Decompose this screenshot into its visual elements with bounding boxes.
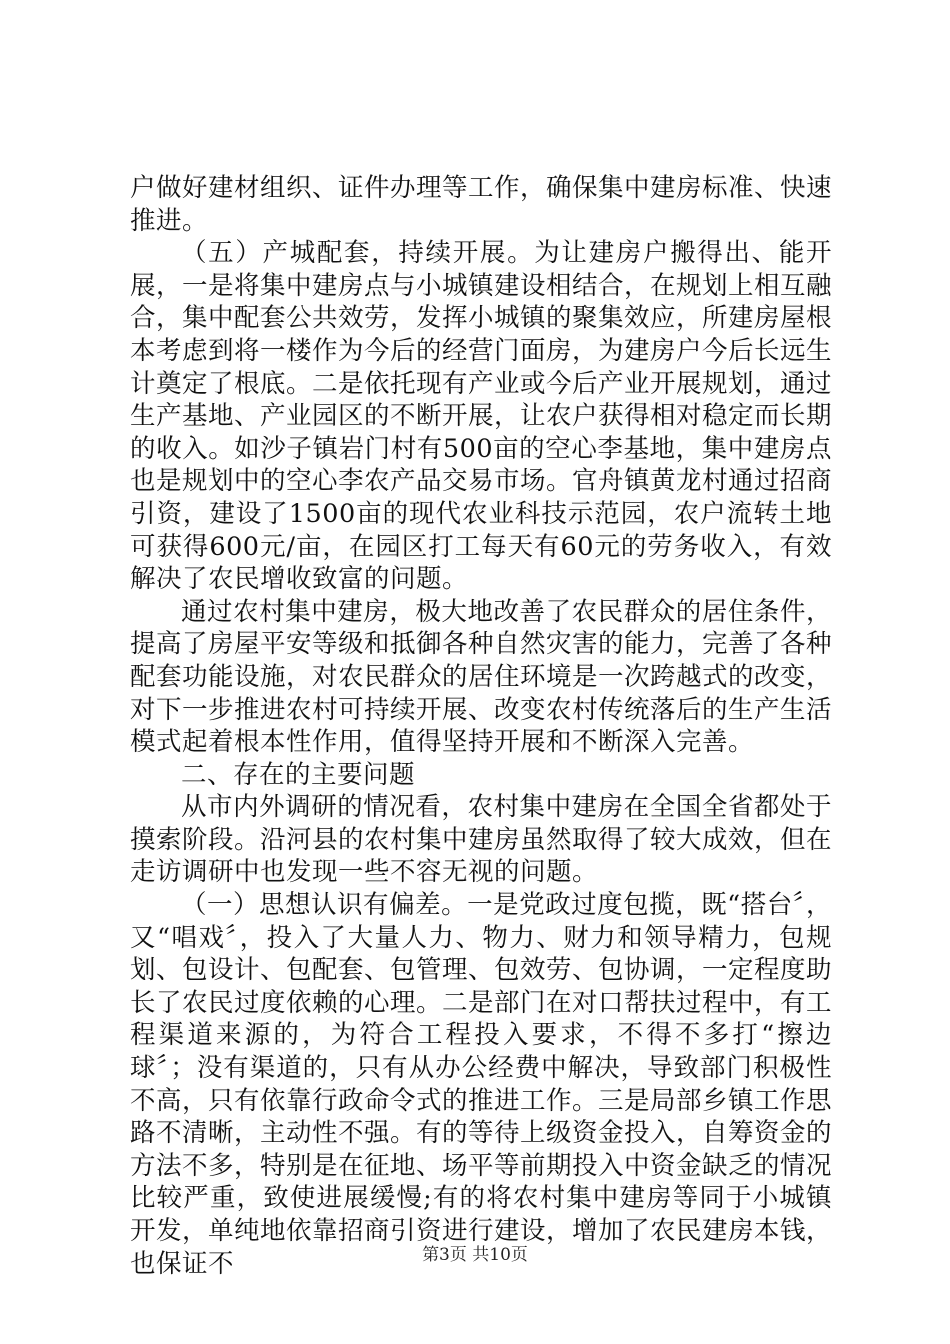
document-body [130, 172, 832, 1280]
paragraph-section-five: （五）产城配套，持续开展。为让建房户搬得出、能开展，一是将集中建房点与小城镇建设相结合，在规划上相互融合，集中配套公共效劳，发挥小城镇的聚集效应，所建房屋根本考虑到将一楼作为今后的经营门面房，为建房户今后长远生计奠定了根底。二是依托现有产业或今后产业开展规划，通过生产基地、产业园区的不断开展，让农户获得相对稳定而长期的收入。如沙子镇岩门村有500亩的空心李基地，集中建房点也是规划中的空心李农产品交易市场。官舟镇黄龙村通过招商引资，建设了1500亩的现代农业科技示范园，农户流转土地可获得600元/亩，在园区打工每天有60元的劳务收入，有效解决了农民增收致富的问题。 [130, 238, 833, 595]
paragraph-summary: 通过农村集中建房，极大地改善了农民群众的居住条件，提高了房屋平安等级和抵御各种自然灾害的能力，完善了各种配套功能设施，对农民群众的居住环境是一次跨越式的改变，对下一步推进农村可持续开展、改变农村传统落后的生产生活模式起着根本性作用，值得坚持开展和不断深入完善。 [130, 596, 833, 758]
page-footer: 第3页 共10页 [422, 1245, 528, 1265]
paragraph-problem-one: （一）思想认识有偏差。一是党政过度包揽，既“搭台〞，又“唱戏〞，投入了大量人力、物力、财力和领导精力，包规划、包设计、包配套、包管理、包效劳、包协调，一定程度助长了农民过度依赖的心理。二是部门在对口帮扶过程中，有工程渠道来源的，为符合工程投入要求，不得不多打“擦边球〞；没有渠道的，只有从办公经费中解决，导致部门积极性不高，只有依靠行政命令式的推进工作。三是局部乡镇工作思路不清晰，主动性不强。有的等待上级资金投入，自筹资金的方法不多，特别是在征地、场平等前期投入中资金缺乏的情况比较严重，致使进展缓慢;有的将农村集中建房等同于小城镇开发，单纯地依靠招商引资进行建设，增加了农民建房本钱，也保证不 [130, 890, 833, 1279]
paragraph-continuation: 户做好建材组织、证件办理等工作，确保集中建房标准、快速推进。 [130, 173, 833, 236]
section-heading-problems: 二、存在的主要问题 [181, 759, 416, 790]
paragraph-research-overview: 从市内外调研的情况看，农村集中建房在全国全省都处于摸索阶段。沿河县的农村集中建房虽然取得了较大成效，但在走访调研中也发现一些不容无视的问题。 [130, 792, 833, 888]
